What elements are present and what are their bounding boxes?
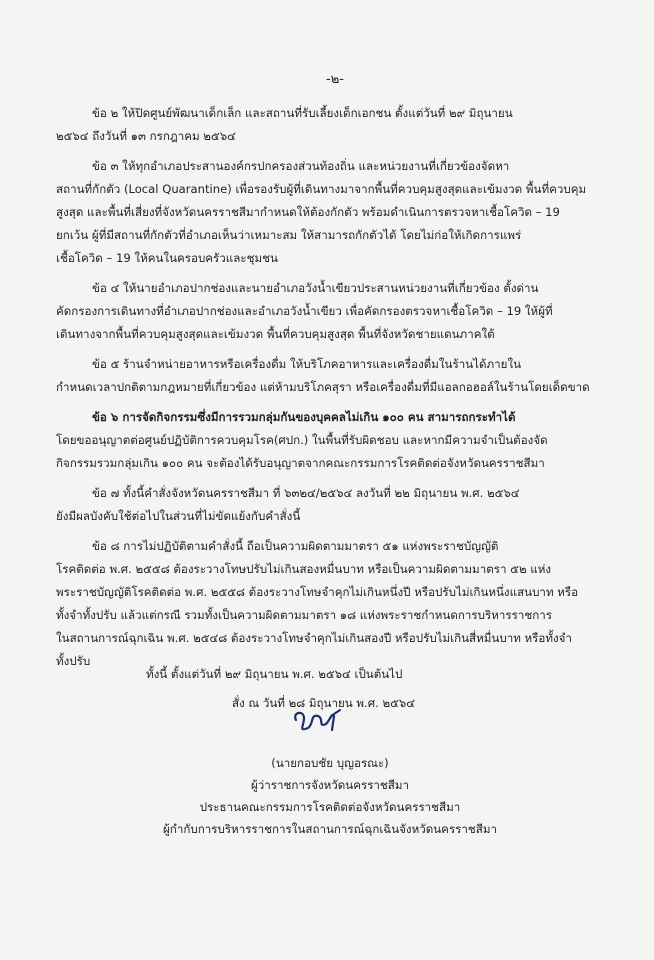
signature-mark	[288, 702, 348, 742]
order-body	[56, 102, 608, 680]
clause-line: ยังมีผลบังคับใช้ต่อไปในส่วนที่ไม่ขัดแย้งกับคำสั่งนี้	[56, 509, 301, 523]
clause-line: กำหนดเวลาปกติตามกฎหมายที่เกี่ยวข้อง แต่ห้ามบริโภคสุรา หรือเครื่องดื่มที่มีแอลกอฮอล์ในร้านโดยเด็ดขาด	[56, 380, 590, 394]
clause-line: คัดกรองการเดินทางที่อำเภอปากช่องและอำเภอวังน้ำเขียว เพื่อคัดกรองตรวจหาเชื้อโควิด – 19 ให้ผู้ที่	[56, 304, 553, 318]
clause-5	[56, 353, 608, 399]
signer-position: ผู้กำกับการบริหารราชการในสถานการณ์ฉุกเฉินจังหวัดนครราชสีมา	[163, 822, 497, 836]
clause-line: พระราชบัญญัติโรคติดต่อ พ.ศ. ๒๕๕๘ ต้องระวางโทษจำคุกไม่เกินหนึ่งปี หรือปรับไม่เกินหนึ่งแสนบาท หรือ	[56, 585, 579, 599]
clause-line: ข้อ ๕ ร้านจำหน่ายอาหารหรือเครื่องดื่ม ให้บริโภคอาหารและเครื่องดื่มในร้านได้ภายใน	[92, 357, 522, 371]
clause-line: โรคติดต่อ พ.ศ. ๒๕๕๘ ต้องระวางโทษปรับไม่เกินสองหมื่นบาท หรือเป็นความผิดตามมาตรา ๕๒ แห่ง	[56, 562, 552, 576]
page-number: -๒-	[326, 72, 344, 87]
clause-2	[56, 102, 608, 148]
clause-line: ข้อ ๖ การจัดกิจกรรมซึ่งมีการรวมกลุ่มกันของบุคคลไม่เกิน ๑๐๐ คน สามารถกระทำได้	[92, 410, 516, 424]
clause-line: ข้อ ๘ การไม่ปฏิบัติตามคำสั่งนี้ ถือเป็นความผิดตามมาตรา ๕๑ แห่งพระราชบัญญัติ	[92, 539, 499, 553]
clause-line: ทั้งจำทั้งปรับ แล้วแต่กรณี รวมทั้งเป็นความผิดตามมาตรา ๑๘ แห่งพระราชกำหนดการบริหารราชการ	[56, 608, 552, 622]
clause-line: ข้อ ๔ ให้นายอำเภอปากช่องและนายอำเภอวังน้ำเขียวประสานหน่วยงานที่เกี่ยวข้อง ตั้งด่าน	[92, 281, 539, 295]
signer-position: ประธานคณะกรรมการโรคติดต่อจังหวัดนครราชสีมา	[199, 800, 461, 814]
clause-3	[56, 155, 608, 270]
clause-line: ข้อ ๒ ให้ปิดศูนย์พัฒนาเด็กเล็ก และสถานที่รับเลี้ยงเด็กเอกชน ตั้งแต่วันที่ ๒๙ มิถุนายน	[92, 106, 513, 120]
clause-line: ๒๕๖๔ ถึงวันที่ ๑๓ กรกฎาคม ๒๕๖๔	[56, 129, 236, 143]
clause-line: ยกเว้น ผู้ที่มีสถานที่กักตัวที่อำเภอเห็นว่าเหมาะสม ให้สามารถกักตัวได้ โดยไม่ก่อให้เกิดการแพร่	[56, 228, 522, 242]
clause-line: ในสถานการณ์ฉุกเฉิน พ.ศ. ๒๕๔๘ ต้องระวางโทษจำคุกไม่เกินสองปี หรือปรับไม่เกินสี่หมื่นบาท หรือทั้งจำ	[56, 631, 572, 645]
clause-line: เชื้อโควิด – 19 ให้คนในครอบครัวและชุมชน	[56, 251, 278, 265]
effective-date: ทั้งนี้ ตั้งแต่วันที่ ๒๙ มิถุนายน พ.ศ. ๒๕๖๔ เป็นต้นไป	[146, 667, 403, 681]
clause-line: ข้อ ๓ ให้ทุกอำเภอประสานองค์กรปกครองส่วนท้องถิ่น และหน่วยงานที่เกี่ยวข้องจัดหา	[92, 159, 510, 173]
clause-line: โดยขออนุญาตต่อศูนย์ปฏิบัติการควบคุมโรค(ศปก.) ในพื้นที่รับผิดชอบ และหากมีความจำเป็นต้องจัด	[56, 433, 548, 447]
signer-position: ผู้ว่าราชการจังหวัดนครราชสีมา	[250, 778, 410, 792]
clause-7	[56, 482, 608, 528]
signer-block	[150, 752, 510, 840]
clause-line: สถานที่กักตัว (Local Quarantine) เพื่อรองรับผู้ที่เดินทางมาจากพื้นที่ควบคุมสูงสุดและเข้มงวด พื้นที่ควบคุม	[56, 182, 587, 196]
clause-line: สูงสุด และพื้นที่เสี่ยงที่จังหวัดนครราชสีมากำหนดให้ต้องกักตัว พร้อมดำเนินการตรวจหาเชื้อโควิด – 19	[56, 205, 560, 219]
order-date: สั่ง ณ วันที่ ๒๘ มิถุนายน พ.ศ. ๒๕๖๔	[232, 696, 416, 710]
clause-line: ข้อ ๗ ทั้งนี้คำสั่งจังหวัดนครราชสีมา ที่ ๖๓๒๔/๒๕๖๔ ลงวันที่ ๒๒ มิถุนายน พ.ศ. ๒๕๖๔	[92, 486, 520, 500]
signer-name: (นายกอบชัย บุญอรณะ)	[271, 756, 389, 770]
clause-8	[56, 535, 608, 673]
clause-line: เดินทางจากพื้นที่ควบคุมสูงสุดและเข้มงวด พื้นที่ควบคุมสูงสุด พื้นที่จังหวัดชายแดนภาคใต้	[56, 327, 495, 341]
clause-6	[56, 406, 608, 475]
clause-line: กิจกรรมรวมกลุ่มเกิน ๑๐๐ คน จะต้องได้รับอนุญาตจากคณะกรรมการโรคติดต่อจังหวัดนครราชสีมา	[56, 456, 545, 470]
clause-line: ทั้งปรับ	[56, 654, 91, 668]
clause-4	[56, 277, 608, 346]
